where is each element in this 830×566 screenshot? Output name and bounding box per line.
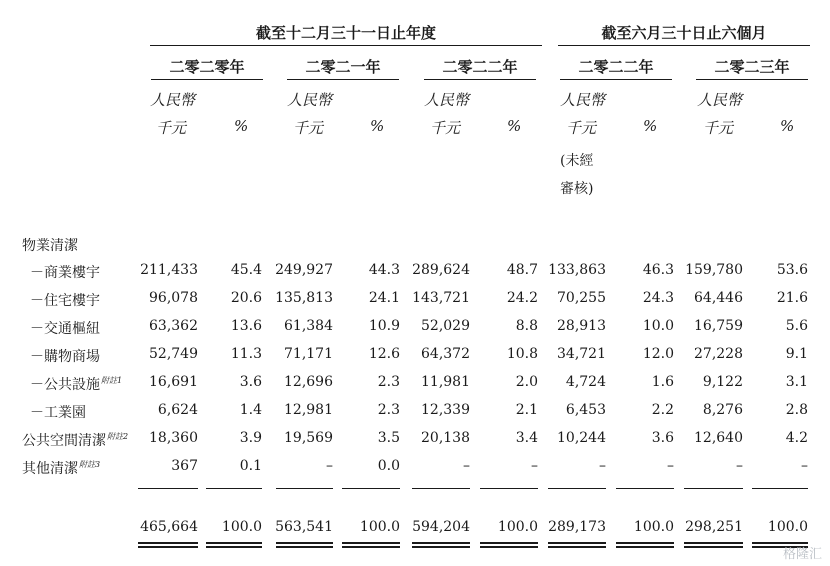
amount-cell: 159,780 xyxy=(685,262,743,278)
amount-cell: 12,640 xyxy=(694,430,743,446)
percent-cell: 10.0 xyxy=(642,318,674,334)
year-header-rule xyxy=(696,79,808,80)
percent-cell: – xyxy=(531,458,538,474)
total-top-rule xyxy=(206,488,262,489)
amount-cell: – xyxy=(599,458,606,474)
year-header: 二零二二年 xyxy=(442,58,518,76)
unaudited-note-line1: (未經 xyxy=(560,153,594,169)
amount-cell: 4,724 xyxy=(565,374,606,390)
amount-cell: 6,624 xyxy=(157,402,198,418)
total-top-rule xyxy=(342,488,400,489)
total-top-rule xyxy=(412,488,470,489)
total-double-rule xyxy=(138,542,198,548)
amount-cell: 16,691 xyxy=(149,374,198,390)
total-top-rule xyxy=(684,488,743,489)
total-amount-cell: 594,204 xyxy=(412,519,470,535)
percent-cell: 3.9 xyxy=(239,430,262,446)
total-percent-cell: 100.0 xyxy=(221,519,262,535)
amount-cell: 52,749 xyxy=(149,346,198,362)
unit-thousand: 千元 xyxy=(293,119,324,137)
percent-cell: 3.4 xyxy=(515,430,538,446)
percent-cell: 3.1 xyxy=(785,374,808,390)
percent-cell: 10.9 xyxy=(368,318,400,334)
percent-cell: 2.1 xyxy=(515,402,538,418)
unit-percent: % xyxy=(643,117,658,135)
amount-cell: 19,569 xyxy=(284,430,333,446)
unit-percent: % xyxy=(780,117,795,135)
unit-currency: 人民幣 xyxy=(697,91,743,109)
amount-cell: – xyxy=(736,458,743,474)
percent-cell: 13.6 xyxy=(230,318,262,334)
total-percent-cell: 100.0 xyxy=(359,519,400,535)
total-amount-cell: 563,541 xyxy=(275,519,333,535)
total-top-rule xyxy=(616,488,674,489)
amount-cell: 52,029 xyxy=(421,318,470,334)
percent-cell: 2.2 xyxy=(651,402,674,418)
amount-cell: 367 xyxy=(171,458,198,474)
unit-percent: % xyxy=(507,117,522,135)
row-label-text: －公共設施 xyxy=(30,377,100,393)
header-full-year: 截至十二月三十一日止年度 xyxy=(255,24,436,42)
row-label xyxy=(30,346,100,366)
amount-cell: – xyxy=(326,458,333,474)
unit-thousand: 千元 xyxy=(703,119,734,137)
total-amount-cell: 298,251 xyxy=(685,519,743,535)
percent-cell: 8.8 xyxy=(515,318,538,334)
amount-cell: 143,721 xyxy=(412,290,470,306)
unit-currency: 人民幣 xyxy=(424,91,470,109)
year-header-rule xyxy=(424,79,536,80)
percent-cell: – xyxy=(801,458,808,474)
total-double-rule xyxy=(276,542,333,548)
percent-cell: 48.7 xyxy=(506,262,538,278)
amount-cell: 9,122 xyxy=(702,374,743,390)
total-double-rule xyxy=(684,542,743,548)
unit-thousand: 千元 xyxy=(566,119,597,137)
header-full-year-rule xyxy=(150,45,542,46)
amount-cell: 133,863 xyxy=(548,262,606,278)
amount-cell: 27,228 xyxy=(694,346,743,362)
row-label xyxy=(30,290,100,310)
percent-cell: 24.3 xyxy=(642,290,674,306)
percent-cell: 1.6 xyxy=(651,374,674,390)
amount-cell: 28,913 xyxy=(557,318,606,334)
row-label-text: －商業樓宇 xyxy=(30,265,100,281)
total-percent-cell: 100.0 xyxy=(633,519,674,535)
amount-cell: 34,721 xyxy=(557,346,606,362)
header-six-months-rule xyxy=(558,45,810,46)
row-label xyxy=(30,402,86,422)
total-top-rule xyxy=(276,488,333,489)
year-header: 二零二零年 xyxy=(169,58,245,76)
percent-cell: 0.1 xyxy=(239,458,262,474)
percent-cell: 2.0 xyxy=(515,374,538,390)
percent-cell: 12.6 xyxy=(368,346,400,362)
year-header: 二零二三年 xyxy=(714,58,790,76)
amount-cell: 20,138 xyxy=(421,430,470,446)
row-label xyxy=(22,430,128,450)
amount-cell: 71,171 xyxy=(284,346,333,362)
percent-cell: 20.6 xyxy=(230,290,262,306)
total-top-rule xyxy=(138,488,198,489)
amount-cell: 61,384 xyxy=(284,318,333,334)
total-amount-cell: 289,173 xyxy=(548,519,606,535)
amount-cell: 6,453 xyxy=(565,402,606,418)
percent-cell: 2.3 xyxy=(377,374,400,390)
percent-cell: 12.0 xyxy=(642,346,674,362)
amount-cell: 12,339 xyxy=(421,402,470,418)
total-top-rule xyxy=(752,488,808,489)
total-percent-cell: 100.0 xyxy=(767,519,808,535)
total-top-rule xyxy=(480,488,538,489)
amount-cell: 16,759 xyxy=(694,318,743,334)
amount-cell: 249,927 xyxy=(275,262,333,278)
year-header-rule xyxy=(560,79,672,80)
category-title: 物業清潔 xyxy=(22,238,78,254)
row-label-text: －住宅樓宇 xyxy=(30,293,100,309)
amount-cell: 70,255 xyxy=(557,290,606,306)
row-label xyxy=(30,374,122,394)
year-header: 二零二二年 xyxy=(578,58,654,76)
percent-cell: 5.6 xyxy=(785,318,808,334)
header-six-months: 截至六月三十日止六個月 xyxy=(601,24,767,42)
percent-cell: 0.0 xyxy=(377,458,400,474)
total-double-rule xyxy=(206,542,262,548)
total-top-rule xyxy=(548,488,606,489)
total-amount-cell: 465,664 xyxy=(140,519,198,535)
year-header: 二零二一年 xyxy=(305,58,381,76)
total-double-rule xyxy=(342,542,400,548)
amount-cell: 135,813 xyxy=(275,290,333,306)
amount-cell: 63,362 xyxy=(149,318,198,334)
percent-cell: 11.3 xyxy=(230,346,262,362)
watermark-logo: 格隆汇 xyxy=(782,547,822,562)
row-label xyxy=(30,262,100,282)
row-label xyxy=(30,318,100,338)
row-label-text: －工業園 xyxy=(30,405,86,421)
percent-cell: 2.3 xyxy=(377,402,400,418)
year-header-rule xyxy=(151,79,263,80)
amount-cell: 64,372 xyxy=(421,346,470,362)
percent-cell: 45.4 xyxy=(230,262,262,278)
percent-cell: 2.8 xyxy=(785,402,808,418)
percent-cell: 53.6 xyxy=(776,262,808,278)
unit-thousand: 千元 xyxy=(430,119,461,137)
total-double-rule xyxy=(480,542,538,548)
percent-cell: 3.6 xyxy=(239,374,262,390)
amount-cell: 8,276 xyxy=(702,402,743,418)
amount-cell: 12,696 xyxy=(284,374,333,390)
percent-cell: 10.8 xyxy=(506,346,538,362)
row-footnote-ref: 附註3 xyxy=(79,460,101,469)
row-label-text: 公共空間清潔 xyxy=(22,433,106,449)
amount-cell: 96,078 xyxy=(149,290,198,306)
year-header-rule xyxy=(287,79,399,80)
amount-cell: 18,360 xyxy=(149,430,198,446)
percent-cell: 44.3 xyxy=(368,262,400,278)
unit-thousand: 千元 xyxy=(156,119,187,137)
unit-percent: % xyxy=(370,117,385,135)
amount-cell: – xyxy=(463,458,470,474)
total-percent-cell: 100.0 xyxy=(497,519,538,535)
amount-cell: 64,446 xyxy=(694,290,743,306)
percent-cell: 4.2 xyxy=(785,430,808,446)
total-double-rule xyxy=(412,542,470,548)
total-double-rule xyxy=(548,542,606,548)
percent-cell: 24.1 xyxy=(368,290,400,306)
percent-cell: 9.1 xyxy=(785,346,808,362)
row-footnote-ref: 附註1 xyxy=(101,376,123,385)
amount-cell: 11,981 xyxy=(421,374,470,390)
amount-cell: 12,981 xyxy=(284,402,333,418)
percent-cell: 24.2 xyxy=(506,290,538,306)
amount-cell: 10,244 xyxy=(557,430,606,446)
percent-cell: 3.5 xyxy=(377,430,400,446)
row-label-text: －交通樞紐 xyxy=(30,321,100,337)
percent-cell: 3.6 xyxy=(651,430,674,446)
unaudited-note-line2: 審核) xyxy=(560,181,594,197)
amount-cell: 289,624 xyxy=(412,262,470,278)
row-label-text: －購物商場 xyxy=(30,349,100,365)
unit-currency: 人民幣 xyxy=(287,91,333,109)
row-footnote-ref: 附註2 xyxy=(107,432,129,441)
total-double-rule xyxy=(616,542,674,548)
row-label-text: 其他清潔 xyxy=(22,461,78,477)
percent-cell: 21.6 xyxy=(776,290,808,306)
row-label xyxy=(22,458,100,478)
percent-cell: 1.4 xyxy=(239,402,262,418)
unit-currency: 人民幣 xyxy=(560,91,606,109)
amount-cell: 211,433 xyxy=(140,262,198,278)
percent-cell: 46.3 xyxy=(642,262,674,278)
unit-percent: % xyxy=(234,117,249,135)
percent-cell: – xyxy=(667,458,674,474)
unit-currency: 人民幣 xyxy=(150,91,196,109)
